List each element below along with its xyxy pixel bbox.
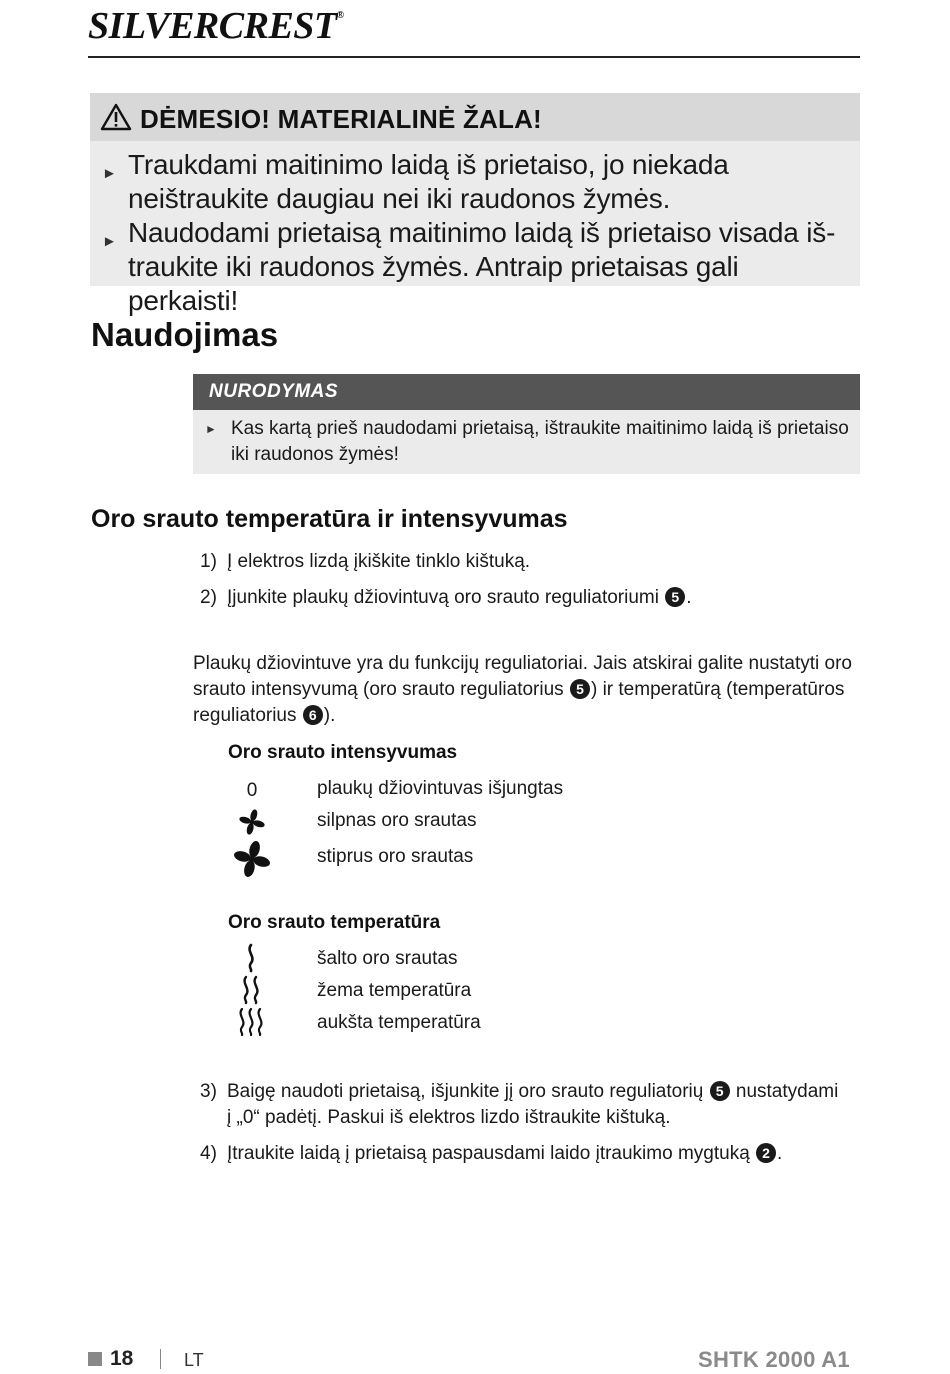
step-text bbox=[227, 1079, 847, 1131]
ref-number-badge: 5 bbox=[710, 1081, 730, 1101]
step-number: 3) bbox=[200, 1081, 217, 1102]
ref-number-badge: 5 bbox=[665, 587, 685, 607]
warning-item bbox=[102, 148, 852, 216]
step-text bbox=[227, 1141, 847, 1167]
warning-item-text: Naudodami prietaisą maitinimo laidą iš prietaiso visada iš-traukite iki raudonos žymės. Antraip prietaisas gali perkaisti! bbox=[128, 217, 836, 316]
intensity-title: Oro srauto intensyvumas bbox=[228, 742, 458, 763]
brand-part1: SILVER bbox=[88, 5, 219, 47]
three-waves-icon bbox=[236, 1007, 266, 1037]
zero-symbol: 0 bbox=[246, 780, 258, 801]
step-number: 2) bbox=[200, 587, 217, 608]
step-item bbox=[200, 1141, 850, 1167]
step-text-part: . bbox=[686, 587, 692, 608]
paragraph-part: ) ir temperatūrą (temperatūros reguliatorius bbox=[193, 679, 845, 726]
brand-logo bbox=[88, 4, 344, 48]
temperature-label: aukšta temperatūra bbox=[317, 1012, 481, 1033]
temperature-label: žema temperatūra bbox=[317, 980, 472, 1001]
description-paragraph bbox=[193, 651, 853, 729]
model-number: SHTK 2000 A1 bbox=[698, 1347, 850, 1372]
step-item bbox=[200, 1079, 850, 1131]
bullet-arrow-icon: ► bbox=[102, 165, 117, 182]
warning-item-text: Traukdami maitinimo laidą iš prietaiso, jo niekada neištraukite daugiau nei iki raudonos žymės. bbox=[128, 149, 729, 214]
subsection-title: Oro srauto temperatūra ir intensyvumas bbox=[91, 505, 568, 533]
brand-part2: CREST bbox=[218, 5, 337, 47]
note-title: NURODYMAS bbox=[209, 381, 339, 402]
ref-number-badge: 2 bbox=[756, 1143, 776, 1163]
note-text: Kas kartą prieš naudodami prietaisą, ištraukite maitinimo laidą iš prietaiso iki raudonos žymės! bbox=[231, 418, 849, 465]
temperature-title: Oro srauto temperatūra bbox=[228, 912, 441, 933]
footer-divider bbox=[160, 1349, 161, 1369]
step-number: 1) bbox=[200, 551, 217, 572]
step-text-part: nustatydami į „0“ padėtį. Paskui iš elektros lizdo ištraukite kištuką. bbox=[227, 1081, 839, 1128]
two-waves-icon bbox=[238, 975, 264, 1005]
bullet-arrow-icon: ► bbox=[205, 422, 217, 436]
warning-title: DĖMESIO! MATERIALINĖ ŽALA! bbox=[140, 104, 542, 134]
warning-item bbox=[102, 216, 852, 316]
bullet-arrow-icon: ► bbox=[102, 233, 117, 250]
paragraph-part: ). bbox=[323, 705, 336, 726]
one-wave-icon bbox=[240, 943, 262, 973]
temperature-label: šalto oro srautas bbox=[317, 948, 458, 969]
page-number: 18 bbox=[110, 1347, 134, 1370]
paragraph-part: Plaukų džiovintuve yra du funkcijų reguliatoriai. Jais atskirai galite nustatyti oro srauto intensyvumą (oro srauto reguliatorius bbox=[193, 653, 852, 700]
step-text-part: Įtraukite laidą į prietaisą paspausdami laido įtraukimo mygtuką bbox=[227, 1143, 756, 1164]
intensity-label: plaukų džiovintuvas išjungtas bbox=[317, 778, 564, 799]
large-fan-icon bbox=[233, 840, 271, 878]
registered-mark: ® bbox=[336, 10, 344, 21]
step-text bbox=[227, 585, 847, 611]
warning-box bbox=[90, 93, 860, 316]
language-code: LT bbox=[184, 1350, 204, 1370]
step-text-part: Baigę naudoti prietaisą, išjunkite jį oro srauto reguliatorių bbox=[227, 1081, 709, 1102]
warning-triangle-icon bbox=[100, 103, 132, 131]
step-item bbox=[200, 585, 850, 611]
step-text-part: . bbox=[777, 1143, 783, 1164]
ref-number-badge: 5 bbox=[570, 679, 590, 699]
header-divider bbox=[88, 56, 860, 58]
ref-number-badge: 6 bbox=[303, 705, 323, 725]
step-number: 4) bbox=[200, 1143, 217, 1164]
small-fan-icon bbox=[238, 808, 266, 836]
footer-square-marker bbox=[88, 1352, 102, 1366]
step-item bbox=[200, 549, 850, 575]
intensity-label: silpnas oro srautas bbox=[317, 810, 477, 831]
section-title: Naudojimas bbox=[91, 316, 279, 353]
step-text-part: Įjunkite plaukų džiovintuvą oro srauto reguliatoriumi bbox=[227, 587, 665, 608]
note-box bbox=[193, 374, 860, 474]
step-text: Į elektros lizdą įkiškite tinklo kištuką. bbox=[227, 551, 531, 572]
intensity-label: stiprus oro srautas bbox=[317, 846, 474, 867]
